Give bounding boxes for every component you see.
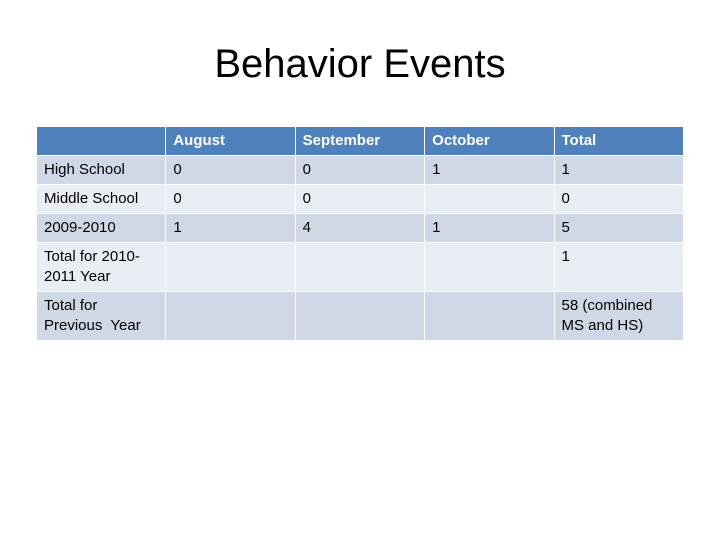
slide-title: Behavior Events [214,42,506,86]
cell: 4 [295,214,425,243]
row-label: Middle School [37,185,166,214]
row-label: High School [37,156,166,185]
row-label: Total for Previous Year [37,292,166,341]
cell [166,292,295,341]
cell: 1 [554,243,684,292]
cell: 1 [166,214,295,243]
cell: 1 [554,156,684,185]
cell: 0 [295,156,425,185]
row-label: 2009-2010 [37,214,166,243]
header-cell-october: October [425,127,554,156]
cell [425,243,554,292]
table-row [37,156,684,185]
row-label: Total for 2010-2011 Year [37,243,166,292]
header-cell-august: August [166,127,295,156]
header-cell-total: Total [554,127,684,156]
cell [295,292,425,341]
cell: 1 [425,156,554,185]
table-header-row [37,127,684,156]
behavior-events-table [36,126,684,341]
cell: 5 [554,214,684,243]
table-row [37,214,684,243]
cell: 1 [425,214,554,243]
header-cell-september: September [295,127,425,156]
cell: 0 [166,156,295,185]
cell [166,243,295,292]
cell: 58 (combined MS and HS) [554,292,684,341]
table-row [37,243,684,292]
table-row [37,185,684,214]
cell [295,243,425,292]
cell: 0 [166,185,295,214]
cell: 0 [295,185,425,214]
table-row [37,292,684,341]
cell [425,292,554,341]
header-cell-blank [37,127,166,156]
cell: 0 [554,185,684,214]
cell [425,185,554,214]
